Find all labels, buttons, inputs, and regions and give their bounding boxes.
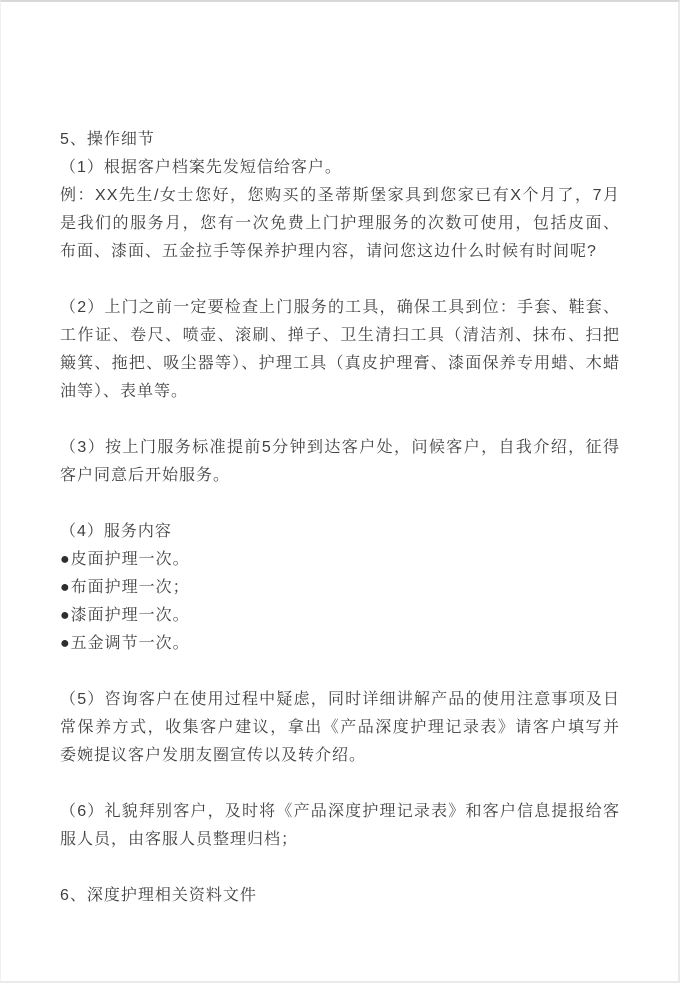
list-item bbox=[60, 574, 620, 602]
step-5-paragraph: （5）咨询客户在使用过程中疑虑，同时详细讲解产品的使用注意事项及日常保养方式，收集客户建议，拿出《产品深度护理记录表》请客户填写并委婉提议客户发朋友圈宣传以及转介绍。 bbox=[60, 691, 620, 764]
step-1-line: （1）根据客户档案先发短信给客户。 bbox=[60, 159, 342, 176]
service-items-list bbox=[60, 546, 620, 658]
service-item-label: 漆面护理一次。 bbox=[70, 607, 190, 624]
bullet-icon: ● bbox=[60, 551, 71, 568]
bullet-icon: ● bbox=[60, 579, 71, 596]
list-item bbox=[60, 630, 620, 658]
step-3-paragraph: （3）按上门服务标准提前5分钟到达客户处，问候客户，自我介绍，征得客户同意后开始服务。 bbox=[60, 439, 620, 484]
list-item bbox=[60, 602, 620, 630]
step-6-paragraph: （6）礼貌拜别客户，及时将《产品深度护理记录表》和客户信息提报给客服人员，由客服人员整理归档； bbox=[60, 803, 620, 848]
step-2-paragraph: （2）上门之前一定要检查上门服务的工具，确保工具到位：手套、鞋套、工作证、卷尺、喷壶、滚刷、掸子、卫生清扫工具（清洁剂、抹布、扫把簸箕、拖把、吸尘器等）、护理工具（真皮护理膏、漆面保养专用蜡、木蜡油等）、表单等。 bbox=[60, 299, 620, 400]
list-item bbox=[60, 546, 620, 574]
service-item-label: 五金调节一次。 bbox=[70, 635, 190, 652]
service-item-label: 布面护理一次； bbox=[70, 579, 190, 596]
service-item-label: 皮面护理一次。 bbox=[70, 551, 190, 568]
section-5-heading: 5、操作细节 bbox=[60, 131, 155, 148]
sms-example-paragraph: 例：XX先生/女士您好，您购买的圣蒂斯堡家具到您家已有X个月了，7月是我们的服务月，您有一次免费上门护理服务的次数可使用，包括皮面、布面、漆面、五金拉手等保养护理内容，请问您这边什么时候有时间呢? bbox=[60, 187, 620, 260]
bullet-icon: ● bbox=[60, 635, 71, 652]
bullet-icon: ● bbox=[60, 607, 71, 624]
document-body bbox=[1, 2, 678, 950]
section-6-heading: 6、深度护理相关资料文件 bbox=[60, 887, 257, 904]
step-4-title: （4）服务内容 bbox=[60, 523, 172, 540]
